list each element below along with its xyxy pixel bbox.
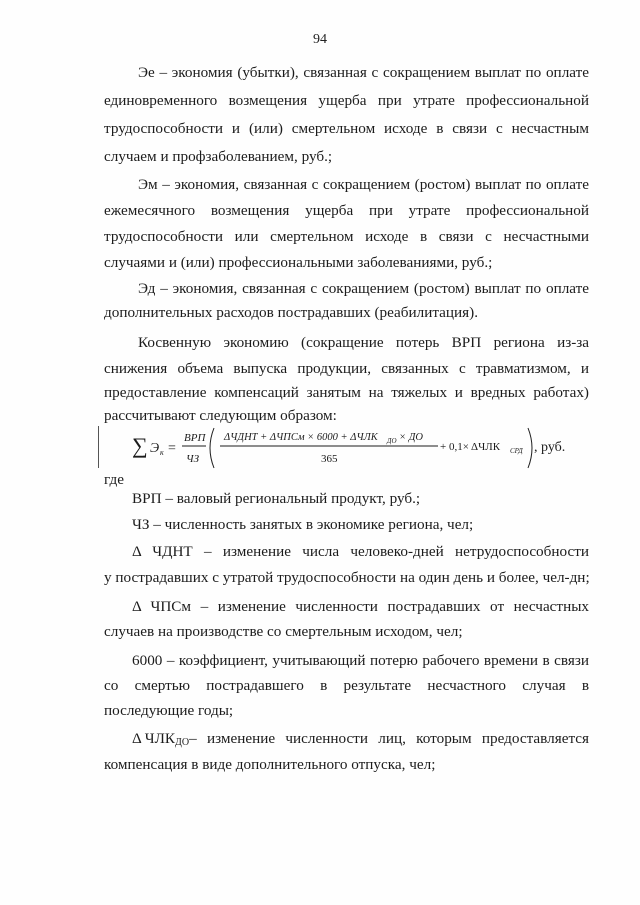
text-line: 6000 – коэффициент, учитывающий потерю рабочего времени в связи bbox=[132, 652, 589, 669]
frac1-denominator: ЧЗ bbox=[186, 453, 200, 465]
text-line bbox=[132, 730, 589, 748]
plus-term-sub: СРД bbox=[510, 447, 523, 455]
plus-term: + 0,1× ΔЧЛК bbox=[440, 441, 501, 453]
economy-formula bbox=[132, 426, 602, 470]
margin-marker bbox=[98, 426, 99, 468]
text-line: трудоспособности и (или) смертельном исходе в связи с несчастным bbox=[104, 120, 589, 137]
frac2-numerator-tail: × ДО bbox=[399, 432, 423, 443]
text-line: случаями и (или) профессиональными заболеваниями, руб.; bbox=[104, 254, 493, 271]
text-line: случаев на производстве со смертельным исходом, чел; bbox=[104, 623, 463, 640]
formula-unit: , руб. bbox=[534, 440, 566, 455]
text-line: со смертью пострадавшего в результате несчастного случая в bbox=[104, 677, 589, 694]
text-line: ВРП – валовый региональный продукт, руб.; bbox=[132, 490, 421, 507]
text-line: Эд – экономия, связанная с сокращением (ростом) выплат по оплате bbox=[138, 280, 589, 297]
text-line: Эм – экономия, связанная с сокращением (ростом) выплат по оплате bbox=[138, 176, 589, 193]
text-line: у пострадавших с утратой трудоспособности на один день и более, чел-дн; bbox=[104, 569, 590, 586]
frac2-denominator: 365 bbox=[321, 453, 338, 465]
frac2-numerator-sub: ДО bbox=[387, 437, 397, 445]
text-line: рассчитывают следующим образом: bbox=[104, 407, 337, 424]
text-line: ЧЗ – численность занятых в экономике региона, чел; bbox=[132, 516, 474, 533]
formula-eq: = bbox=[168, 441, 176, 456]
text-line: снижения объема выпуска продукции, связанных с травматизмом, и bbox=[104, 360, 589, 377]
text-line: где bbox=[104, 471, 124, 488]
text-line: ежемесячного возмещения ущерба при утрате профессиональной bbox=[104, 202, 589, 219]
formula-lhs: Э bbox=[150, 441, 160, 456]
text-line: компенсация в виде дополнительного отпуска, чел; bbox=[104, 756, 436, 773]
text-line: Δ ЧДНТ – изменение числа человеко-дней нетрудоспособности bbox=[132, 543, 589, 560]
text-line: Косвенную экономию (сокращение потерь ВРП региона из-за bbox=[138, 334, 589, 351]
text-line: Эе – экономия (убытки), связанная с сокращением выплат по оплате bbox=[138, 64, 589, 81]
chlk-desc: – изменение численности лиц, которым предоставляется bbox=[189, 730, 589, 747]
frac1-numerator: ВРП bbox=[184, 432, 206, 444]
sum-sign: ∑ bbox=[132, 433, 148, 458]
text-line: случаем и профзаболеванием, руб.; bbox=[104, 148, 333, 165]
frac2-numerator: ΔЧДНТ + ΔЧПСм × 6000 + ΔЧЛК bbox=[224, 432, 378, 443]
text-line: предоставление компенсаций занятым на тяжелых и вредных работах) bbox=[104, 384, 589, 401]
chlk-sub: ДО bbox=[175, 737, 190, 748]
chlk-label: Δ ЧЛК bbox=[132, 730, 176, 747]
text-line: дополнительных расходов пострадавших (реабилитация). bbox=[104, 304, 479, 321]
formula-lhs-sub: к bbox=[160, 448, 164, 457]
text-line: трудоспособности или смертельном исходе в связи с несчастными bbox=[104, 228, 589, 245]
page-number: 94 bbox=[313, 32, 327, 47]
text-line: последующие годы; bbox=[104, 702, 234, 719]
text-line: единовременного возмещения ущерба при утрате профессиональной bbox=[104, 92, 589, 109]
text-line: Δ ЧПСм – изменение численности пострадавших от несчастных bbox=[132, 598, 589, 615]
